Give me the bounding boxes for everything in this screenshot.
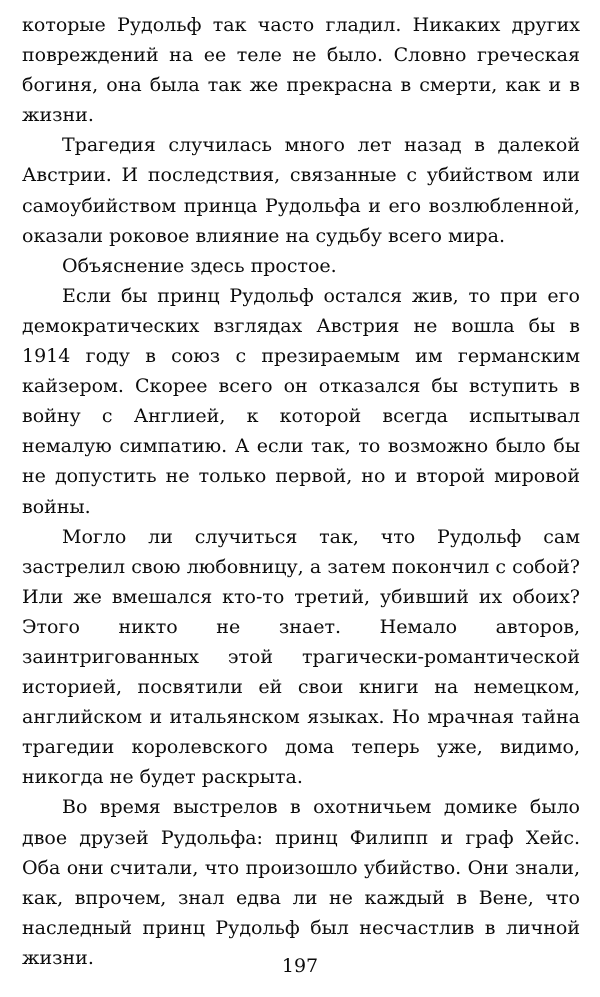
paragraph-3: Объяснение здесь простое. — [62, 254, 337, 277]
paragraph-5: Могло ли случиться так, что Рудольф сам застрелил свою любовницу, а затем покончил с собой? Или же вмешался кто-то третий, убивший их обоих? Этого никто не знает. Немало авторов, заинтригованных этой трагически-романтической историей, посвятили ей свои книги на немецком, английском и итальянском языках. Но мрачная тайна трагедии королевского дома теперь уже, видимо, никогда не будет раскрыта. — [22, 525, 580, 789]
page-number: 197 — [281, 955, 319, 977]
paragraph-6: Во время выстрелов в охотничьем домике было двое друзей Рудольфа: принц Филипп и граф Хейс. Оба они считали, что произошло убийство. Они знали, как, впрочем, знал едва ли не каждый в Вене, что наследный принц Рудольф был несчастлив в личной жизни. — [22, 796, 580, 969]
paragraph-1: которые Рудольф так часто гладил. Никаких других повреждений на ее теле не было. Словно греческая богиня, она была так же прекрасна в смерти, как и в жизни. — [22, 14, 580, 127]
paragraph-4: Если бы принц Рудольф остался жив, то при его демократических взглядах Австрия не вошла бы в 1914 году в союз с презираемым им германским кайзером. Скорее всего он отказался бы вступить в войну с Англией, к которой всегда испытывал немалую симпатию. А если так, то возможно было бы не допустить не только первой, но и второй мировой войны. — [22, 284, 580, 518]
page-body — [22, 10, 580, 973]
paragraph-2: Трагедия случилась много лет назад в далекой Австрии. И последствия, связанные с убийством или самоубийством принца Рудольфа и его возлюбленной, оказали роковое влияние на судьбу всего мира. — [22, 134, 580, 247]
